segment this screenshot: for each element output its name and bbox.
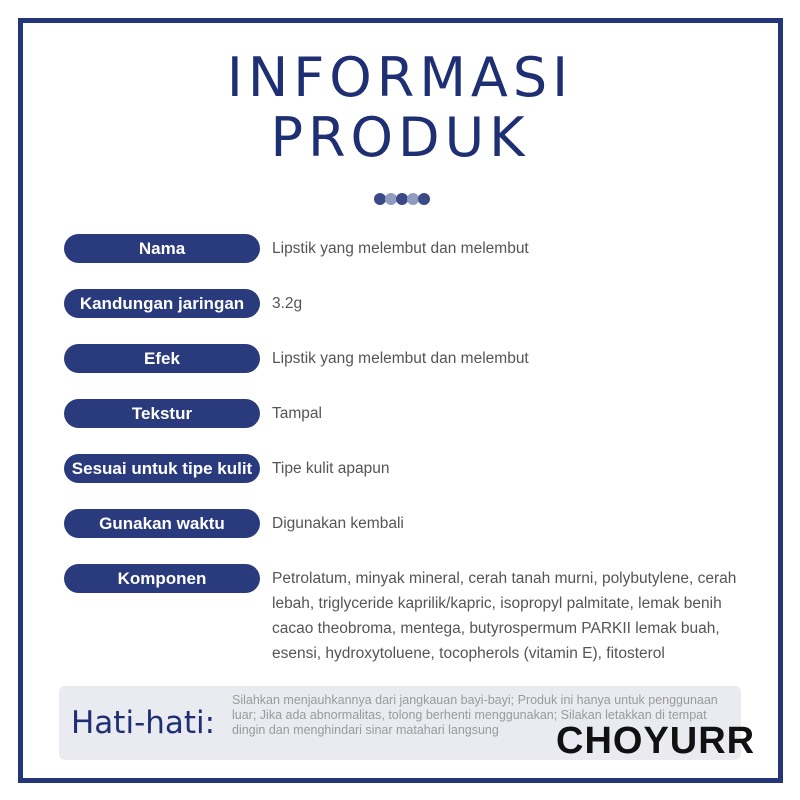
label-tipe-kulit: Sesuai untuk tipe kulit (64, 454, 260, 483)
label-komponen: Komponen (64, 564, 260, 593)
value-tekstur: Tampal (272, 405, 322, 422)
label-efek: Efek (64, 344, 260, 373)
caution-text: Silahkan menjauhkannya dari jangkauan bayi-bayi; Produk ini hanya untuk penggunaan luar; Jika ada abnormalitas, tolong berhenti menggunakan; Silakan letakkan di tempat dingin dan menghindari sinar matahari langsung (232, 693, 718, 737)
decorative-dots (374, 193, 430, 205)
value-tipe-kulit: Tipe kulit apapun (272, 460, 390, 477)
brand-logo: CHOYURR (556, 720, 756, 762)
label-gunakan-waktu: Gunakan waktu (64, 509, 260, 538)
caution-title: Hati-hati: (71, 705, 216, 741)
value-efek: Lipstik yang melembut dan melembut (272, 350, 529, 367)
label-tekstur: Tekstur (64, 399, 260, 428)
title-line-2: PRODUK (270, 106, 530, 169)
title-line-1: INFORMASI (226, 46, 574, 109)
value-komponen: Petrolatum, minyak mineral, cerah tanah murni, polybutylene, cerah lebah, triglyceride kaprilik/kapric, isopropyl palmitate, lemak benih cacao theobroma, mentega, butyrospermum PARKII lemak buah, esensi, hydroxytoluene, tocopherols (vitamin E), fitosterol (272, 570, 737, 662)
label-nama: Nama (64, 234, 260, 263)
dot-icon (418, 193, 430, 205)
value-nama: Lipstik yang melembut dan melembut (272, 240, 529, 257)
label-kandungan-jaringan: Kandungan jaringan (64, 289, 260, 318)
page-title (0, 48, 800, 168)
value-gunakan-waktu: Digunakan kembali (272, 515, 404, 532)
value-kandungan-jaringan: 3.2g (272, 295, 303, 312)
